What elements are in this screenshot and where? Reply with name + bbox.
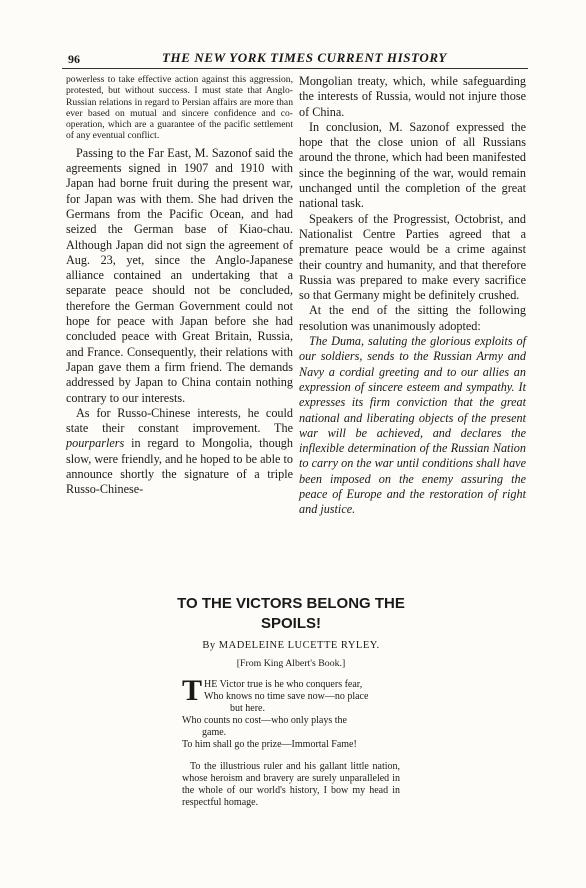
running-title: THE NEW YORK TIMES CURRENT HISTORY [162, 50, 447, 65]
poem-line: game. [202, 727, 227, 738]
poem-source: [From King Albert's Book.] [236, 658, 346, 669]
poem-title-line-1: TO THE VICTORS BELONG THE [177, 595, 405, 612]
paragraph-text: As for Russo-Chinese interests, he could state their constant improvement. The [66, 405, 293, 436]
poem-verse [182, 674, 406, 751]
poem-section [176, 594, 406, 809]
poem-dedication: To the illustrious ruler and his gallant little nation, whose heroism and bravery are surely unparalleled in the whole of our world's history, I bow my head in respectful homage. [182, 761, 400, 808]
drop-cap: T [182, 674, 203, 707]
italic-term: pourparlers [66, 436, 125, 451]
running-header [62, 50, 528, 69]
left-column [66, 74, 293, 498]
russo-chinese-paragraph [66, 406, 293, 498]
poem-line: Who knows no time save now—no place [204, 691, 369, 702]
duma-resolution: The Duma, saluting the glorious exploits of our soldiers, sends to the Russian Army and Navy a cordial greeting and to our allies an expression of sincere esteem and sympathy. It expresses its firm conviction that the great national and liberating objects of the present war will be achieved, and declares the inflexible determination of the Russian Nation to carry on the war until conditions shall have been imposed on the enemy assuring the peace of Europe and the restoration of right and justice. [299, 334, 526, 517]
poem-line: HE Victor true is he who conquers fear, [204, 679, 363, 690]
poem-title [176, 594, 406, 634]
paragraph-text-cont: in regard to Mongolia, though slow, were friendly, and he hoped to be able to announce shortly the signature of a triple Russo-Chinese- [66, 436, 293, 497]
speakers-paragraph: Speakers of the Progressist, Octobrist, and Nationalist Centre Parties agreed that a premature peace would be a crime against their country and humanity, and that therefore Russia was prepared to make every sacrifice so that Germany might be definitely crushed. [299, 211, 526, 303]
right-column [299, 74, 526, 518]
poem-line: but here. [230, 703, 265, 714]
treaty-paragraph: Mongolian treaty, which, while safeguarding the interests of Russia, would not injure those of China. [299, 74, 526, 119]
continued-small-text: powerless to take effective action against this aggression, protested, but without success. I must state that Anglo-Russian relations in regard to Persian affairs are more than ever based on mutual and sincere confidence and co-operation, which are a guarantee of the pacific settlement of any eventual conflict. [66, 74, 293, 142]
page-number: 96 [68, 52, 80, 66]
poem-line: To him shall go the prize—Immortal Fame! [182, 739, 357, 750]
poem-line: Who counts no cost—who only plays the [182, 715, 347, 726]
poem-author: By MADELEINE LUCETTE RYLEY. [202, 640, 380, 651]
far-east-paragraph: Passing to the Far East, M. Sazonof said the agreements signed in 1907 and 1910 with Japan had borne fruit during the present war, for Japan was with them. She had driven the Germans from the Pacific Ocean, and had seized the German base of Kiao-chau. Although Japan did not sign the agreement of Aug. 23, yet, since the Anglo-Japanese alliance contained an undertaking that a separate peace should not be concluded, therefore the German Government could not hope for peace with Japan before she had concluded peace with Great Britain, Russia, and France. Consequently, their relations with Japan gave them a firm friend. The demands addressed by Japan to China contain nothing contrary to our interests. [66, 145, 293, 405]
conclusion-paragraph: In conclusion, M. Sazonof expressed the hope that the close union of all Russians around the throne, which had been manifested since the beginning of the war, would remain unchanged until the completion of the great national task. [299, 119, 526, 211]
sitting-paragraph: At the end of the sitting the following resolution was unanimously adopted: [299, 303, 526, 333]
poem-title-line-2: SPOILS! [260, 615, 321, 632]
